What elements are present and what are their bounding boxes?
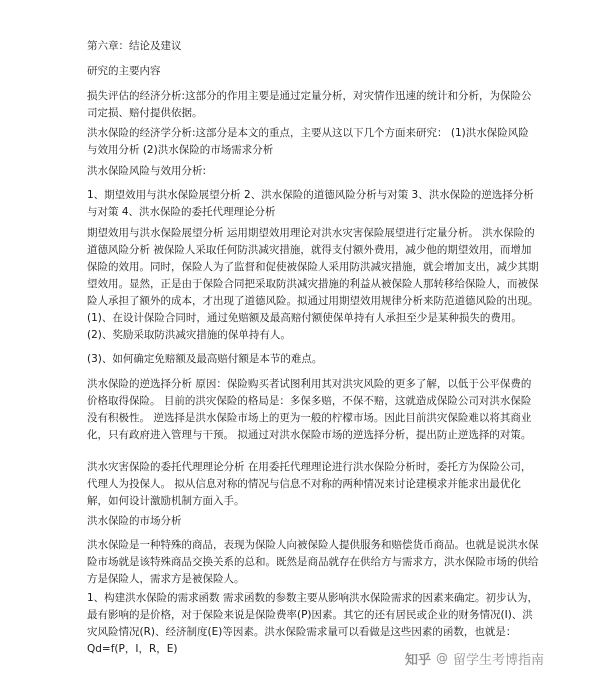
paragraph-expected-utility: 期望效用与洪水保险展望分析 运用期望效用理论对洪水灾害保险展望进行定量分析。 洪水保险的道德风险分析 被保险人采取任何防洪减灾措施，就得支付额外费用，减少他的期望效用，而增加保险的效用。同时，保险人为了监督和促使被保险人采用防洪减灾措施，就会增加支出，减少其期望效用。显然，正是由于保险合同把采取防洪减灾措施的利益从被保险人那转移给保险人，而被保险人承担了额外的成本，才出现了道德风险。拟通过用期望效用规律分析来防范道德风险的出现。 (1)、在设计保险合同时，通过免赔额及最高赔付额使保单持有人承担至少是某种损失的费用。(2)、奖励采取防洪减灾措施的保单持有人。 <box>87 227 539 341</box>
subheading-market: 洪水保险的市场分析 <box>87 515 182 527</box>
paragraph-adverse-selection: 洪水保险的逆选择分析 原因：保险购买者试图利用其对洪灾风险的更多了解，以低于公平保费的价格取得保险。 目前的洪灾保险的格局是：多保多赔，不保不赔，这就造成保险公司对洪水保险没有积极性。 逆选择是洪水保险市场上的更为一般的柠檬市场。因此目前洪灾保险难以将其商业化，只有政府进入管理与干预。 拟通过对洪水保险市场的逆选择分析，提出防止逆选择的对策。 <box>87 378 532 441</box>
paragraph-demand-function: 1、构建洪水保险的需求函数 需求函数的参数主要从影响洪水保险需求的因素来确定。初步认为，最有影响的是价格，对于保险来说是保险费率(P)因素。其它的还有居民或企业的财务情况(I)、洪灾风险情况(R)、经济制度(E)等因素。洪水保险需求量可以看做是这些因素的函数，也就是：Qd=f(P，I，R，E) <box>87 592 539 655</box>
watermark-author: 留学生考博指南 <box>453 652 545 668</box>
subheading-risk-utility: 洪水保险风险与效用分析: <box>87 165 207 177</box>
paragraph-deductible: (3)、如何确定免赔额及最高赔付额是本节的难点。 <box>87 353 323 365</box>
at-sign: @ <box>436 651 449 665</box>
zhihu-logo: 知乎 <box>405 652 432 668</box>
section-heading-research: 研究的主要内容 <box>87 65 161 77</box>
paragraph-loss-evaluation: 损失评估的经济分析:这部分的作用主要是通过定量分析，对灾情作迅速的统计和分析，为保险公司定损、赔付提供依据。 <box>87 90 532 119</box>
paragraph-economic-analysis: 洪水保险的经济学分析:这部分是本文的重点，主要从这以下几个方面来研究： (1)洪水保险风险与效用分析 (2)洪水保险的市场需求分析 <box>87 127 529 156</box>
paragraph-topic-list: 1、期望效用与洪水保险展望分析 2、洪水保险的道德风险分析与对策 3、洪水保险的逆选择分析与对策 4、洪水保险的委托代理理论分析 <box>87 189 534 218</box>
chapter-heading: 第六章：结论及建议 <box>87 40 182 52</box>
watermark <box>405 649 544 667</box>
paragraph-principal-agent: 洪水灾害保险的委托代理理论分析 在用委托代理理论进行洪水保险分析时，委托方为保险公司，代理人为投保人。 拟从信息对称的情况与信息不对称的两种情况来讨论建模求并能求出最优化解，如何设计激励机制方面入手。 <box>87 461 532 507</box>
paragraph-market: 洪水保险是一种特殊的商品，表现为保险人向被保险人提供服务和赔偿货币商品。也就是说洪水保险市场就是该特殊商品交换关系的总和。既然是商品就存在供给方与需求方，洪水保险市场的供给方是保险人，需求方是被保险人。 <box>87 539 539 585</box>
